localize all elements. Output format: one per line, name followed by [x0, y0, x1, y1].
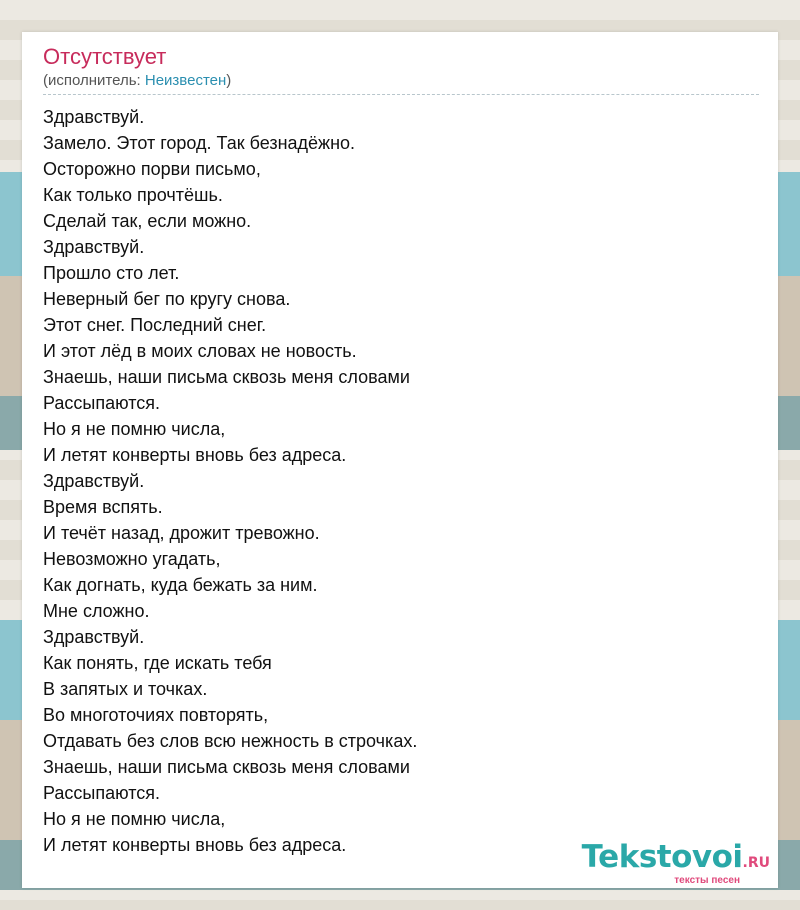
logo-tld: .RU — [742, 855, 770, 871]
lyrics-card — [22, 32, 778, 888]
lyric-line: Но я не помню числа, — [43, 809, 226, 829]
lyric-line: Здравствуй. — [43, 627, 145, 647]
lyric-line: Как только прочтёшь. — [43, 185, 223, 205]
lyric-line: И летят конверты вновь без адреса. — [43, 445, 347, 465]
lyric-line: Здравствуй. — [43, 237, 145, 257]
lyric-line: Прошло сто лет. — [43, 263, 180, 283]
song-header — [43, 42, 759, 95]
lyric-line: Рассыпаются. — [43, 393, 161, 413]
lyric-line: Мне сложно. — [43, 601, 150, 621]
logo-tagline: тексты песен — [674, 875, 740, 886]
lyric-line: Рассыпаются. — [43, 783, 161, 803]
lyric-line: И летят конверты вновь без адреса. — [43, 835, 347, 855]
lyric-line: Замело. Этот город. Так безнадёжно. — [43, 133, 356, 153]
site-logo[interactable] — [582, 840, 770, 886]
lyrics-text — [43, 104, 417, 858]
lyric-line: Осторожно порви письмо, — [43, 159, 261, 179]
song-title: Отсутствует — [43, 44, 167, 69]
lyric-line: Знаешь, наши письма сквозь меня словами — [43, 367, 410, 387]
lyric-line: В запятых и точках. — [43, 679, 208, 699]
logo-wordmark — [582, 840, 770, 880]
artist-line — [43, 72, 759, 90]
lyric-line: Как понять, где искать тебя — [43, 653, 272, 673]
lyric-line: Как догнать, куда бежать за ним. — [43, 575, 318, 595]
artist-prefix: (исполнитель: — [43, 72, 145, 89]
lyric-line: Знаешь, наши письма сквозь меня словами — [43, 757, 410, 777]
lyric-line: Во многоточиях повторять, — [43, 705, 269, 725]
lyric-line: Но я не помню числа, — [43, 419, 226, 439]
lyric-line: Невозможно угадать, — [43, 549, 221, 569]
lyric-line: И этот лёд в моих словах не новость. — [43, 341, 357, 361]
lyric-line: Здравствуй. — [43, 471, 145, 491]
lyric-line: Здравствуй. — [43, 107, 145, 127]
artist-link[interactable]: Неизвестен — [144, 72, 227, 89]
lyric-line: Сделай так, если можно. — [43, 211, 252, 231]
lyric-line: Время вспять. — [43, 497, 163, 517]
lyric-line: И течёт назад, дрожит тревожно. — [43, 523, 320, 543]
lyric-line: Отдавать без слов всю нежность в строчках. — [43, 731, 418, 751]
lyric-line: Этот снег. Последний снег. — [43, 315, 267, 335]
logo-main-text: Tekstovoi — [581, 839, 743, 875]
lyric-line: Неверный бег по кругу снова. — [43, 289, 291, 309]
artist-suffix: ) — [226, 72, 232, 89]
